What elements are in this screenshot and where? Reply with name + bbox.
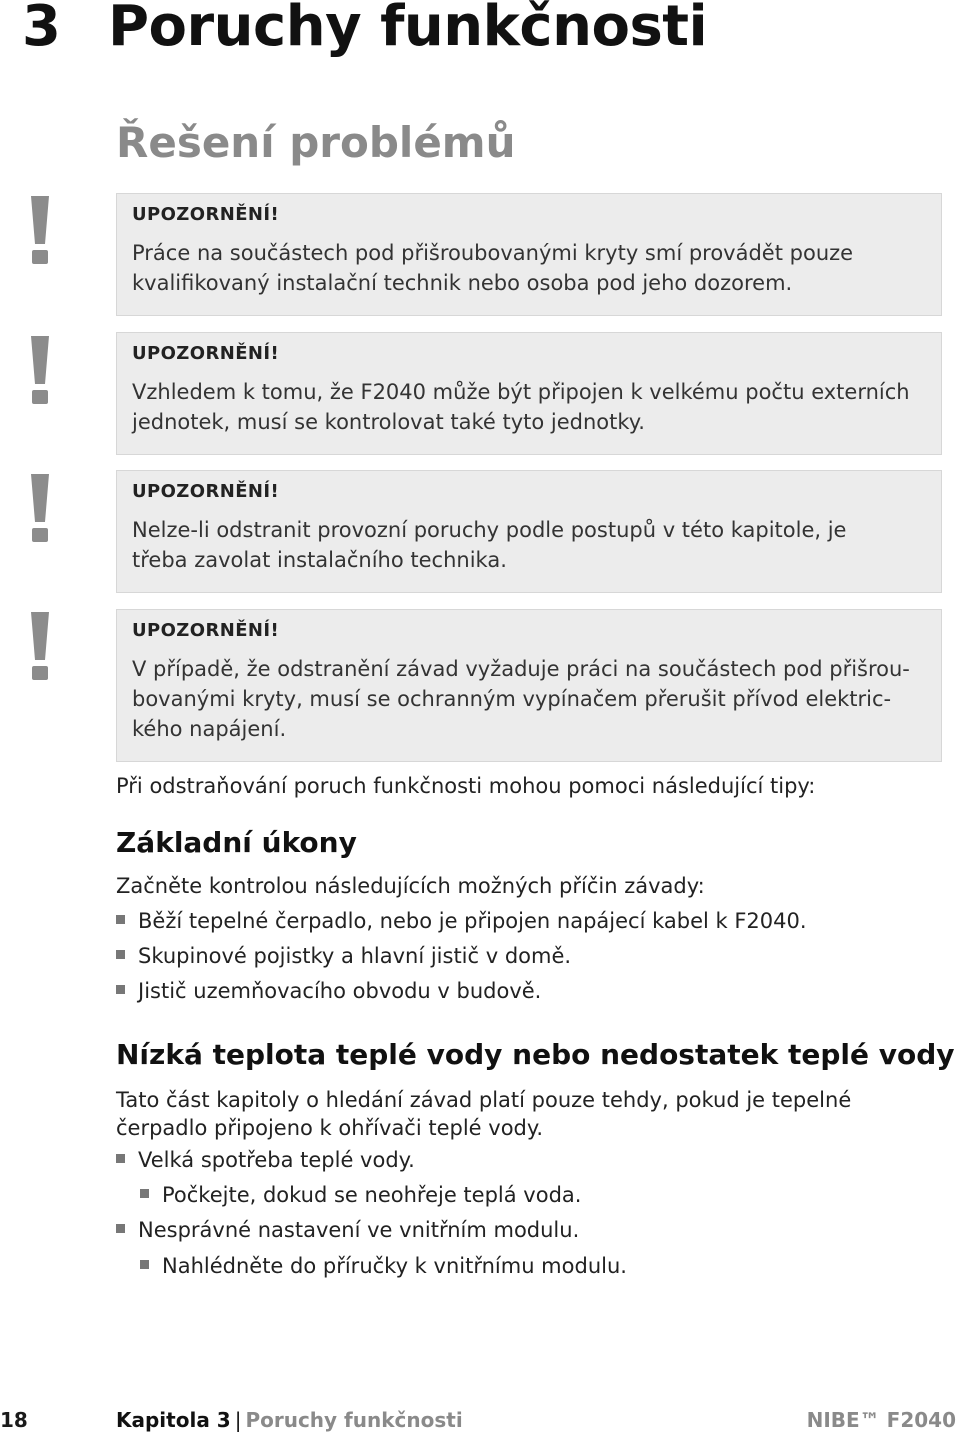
section-title: Řešení problémů bbox=[116, 118, 516, 167]
warning-text: Práce na součástech pod přišroubovanými kryty smí provádět pouze kvalifikovaný instalační technik nebo osoba pod jeho dozorem. bbox=[132, 241, 854, 295]
list-item bbox=[116, 909, 807, 933]
list-item bbox=[116, 1148, 415, 1172]
warning-box bbox=[116, 193, 942, 316]
chapter-number: 3 bbox=[22, 0, 61, 59]
warning-box bbox=[116, 332, 942, 455]
basic-steps-lead: Začněte kontrolou následujících možných příčin závady: bbox=[116, 874, 705, 898]
sub-list-item bbox=[140, 1254, 627, 1278]
list-item-text: Velká spotřeba teplé vody. bbox=[138, 1148, 415, 1172]
intro-paragraph: Při odstraňování poruch funkčnosti mohou pomoci následující tipy: bbox=[116, 774, 816, 798]
bullet-square-icon bbox=[116, 985, 125, 994]
warning-text: Vzhledem k tomu, že F2040 může být připojen k velkému počtu externích jednotek, musí se kontrolovat také tyto jednotky. bbox=[132, 380, 910, 434]
warning-box bbox=[116, 609, 942, 762]
list-item-text: Běží tepelné čerpadlo, nebo je připojen napájecí kabel k F2040. bbox=[138, 909, 807, 933]
footer-brand: NIBE™ F2040 bbox=[806, 1408, 956, 1432]
warning-title: UPOZORNĚNÍ! bbox=[132, 343, 280, 364]
bullet-square-icon bbox=[116, 950, 125, 959]
list-item-text: Nesprávné nastavení ve vnitřním modulu. bbox=[138, 1218, 580, 1242]
footer-chapter bbox=[116, 1408, 463, 1432]
footer-chapter-title: Poruchy funkčnosti bbox=[245, 1408, 463, 1432]
exclamation-icon bbox=[26, 196, 54, 266]
bullet-square-icon bbox=[116, 915, 125, 924]
chapter-header bbox=[22, 0, 707, 64]
sub-list-item bbox=[140, 1183, 581, 1207]
list-item-text: Nahlédněte do příručky k vnitřnímu modulu. bbox=[162, 1254, 627, 1278]
warning-title: UPOZORNĚNÍ! bbox=[132, 481, 280, 502]
list-item bbox=[116, 944, 571, 968]
hot-water-lead: Tato část kapitoly o hledání závad platí pouze tehdy, pokud je tepelné čerpadlo připojeno k ohřívači teplé vody. bbox=[116, 1088, 852, 1140]
footer-separator: | bbox=[234, 1408, 242, 1432]
warning-text: Nelze-li odstranit provozní poruchy podle postupů v této kapitole, je třeba zavolat instalačního technika. bbox=[132, 518, 847, 572]
warning-text: V případě, že odstranění závad vyžaduje práci na součástech pod přišrou- bovanými kryty, musí se ochranným vypínačem přerušit přívod elektric- kého napájení. bbox=[132, 657, 910, 741]
list-item-text: Jistič uzemňovacího obvodu v budově. bbox=[138, 979, 542, 1003]
list-item bbox=[116, 979, 541, 1003]
chapter-title: Poruchy funkčnosti bbox=[108, 0, 708, 59]
exclamation-icon bbox=[26, 474, 54, 544]
bullet-square-icon bbox=[116, 1224, 125, 1233]
warning-title: UPOZORNĚNÍ! bbox=[132, 620, 280, 641]
list-item-text: Počkejte, dokud se neohřeje teplá voda. bbox=[162, 1183, 582, 1207]
exclamation-icon bbox=[26, 612, 54, 682]
footer-chapter-label: Kapitola 3 bbox=[116, 1408, 231, 1432]
bullet-square-icon bbox=[140, 1260, 149, 1269]
warning-box bbox=[116, 470, 942, 593]
bullet-square-icon bbox=[140, 1189, 149, 1198]
exclamation-icon bbox=[26, 336, 54, 406]
warning-title: UPOZORNĚNÍ! bbox=[132, 204, 280, 225]
basic-steps-heading: Základní úkony bbox=[116, 826, 357, 859]
list-item bbox=[116, 1218, 579, 1242]
hot-water-heading: Nízká teplota teplé vody nebo nedostatek teplé vody bbox=[116, 1038, 955, 1071]
page-number: 18 bbox=[0, 1408, 28, 1432]
list-item-text: Skupinové pojistky a hlavní jistič v domě. bbox=[138, 944, 572, 968]
bullet-square-icon bbox=[116, 1154, 125, 1163]
